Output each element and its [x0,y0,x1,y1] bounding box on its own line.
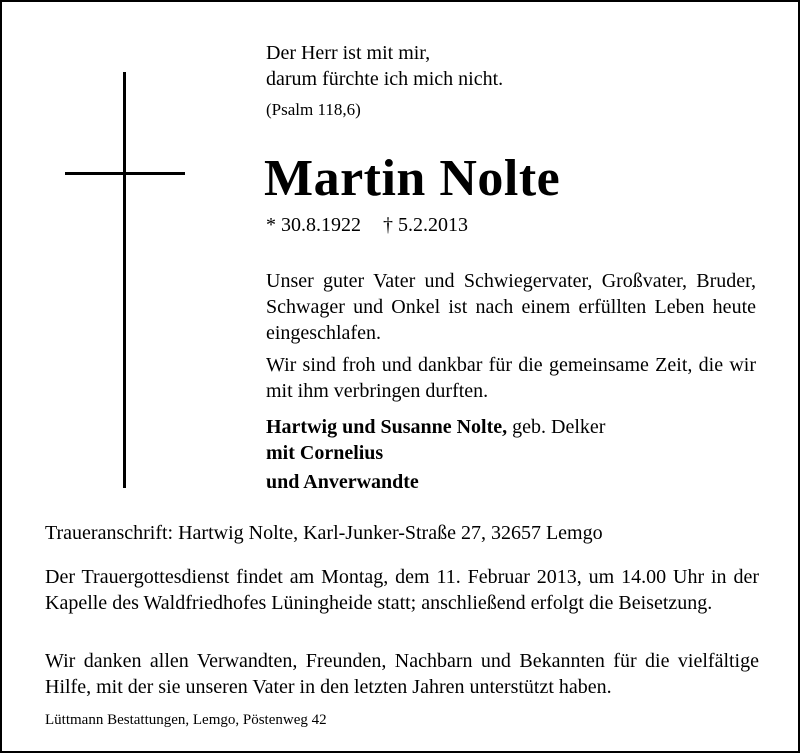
signature-primary-note: geb. Delker [512,416,606,438]
verse-line-1: Der Herr ist mit mir, [266,42,431,64]
verse-reference: (Psalm 118,6) [266,100,361,119]
signature-relatives: und Anverwandte [266,471,419,493]
deceased-name: Martin Nolte [264,150,561,207]
signature-primary: Hartwig und Susanne Nolte, [266,416,508,438]
verse-line-2: darum fürchte ich mich nicht. [266,68,504,90]
cross-horizontal-bar [65,172,185,175]
signature-cornelius: mit Cornelius [266,442,384,464]
mourning-address: Traueranschrift: Hartwig Nolte, Karl-Junker-Straße 27, 32657 Lemgo [45,522,603,544]
signature-line-2 [266,440,383,466]
birth-date: * 30.8.1922 [266,214,361,236]
funeral-home: Lüttmann Bestattungen, Lemgo, Pöstenweg 42 [45,712,327,728]
message-paragraph-1: Unser guter Vater und Schwiegervater, Großvater, Bruder, Schwager und Onkel ist nach einem erfüllten Leben heute eingeschlafen. [266,270,756,344]
death-date: † 5.2.2013 [383,214,468,236]
message-paragraph-2: Wir sind froh und dankbar für die gemeinsame Zeit, die wir mit ihm verbringen durften. [266,354,756,402]
signature-line-3 [266,469,419,495]
signature-line-1 [266,414,605,440]
thanks-paragraph: Wir danken allen Verwandten, Freunden, Nachbarn und Bekannten für die vielfältige Hilfe, mit der sie unseren Vater in den letzten Jahren unterstützt haben. [45,650,759,698]
life-dates [266,212,468,238]
bible-verse [266,40,503,92]
cross-vertical-bar [123,72,126,488]
service-info: Der Trauergottesdienst findet am Montag, dem 11. Februar 2013, um 14.00 Uhr in der Kapelle des Waldfriedhofes Lüningheide statt; anschließend erfolgt die Beisetzung. [45,566,759,614]
